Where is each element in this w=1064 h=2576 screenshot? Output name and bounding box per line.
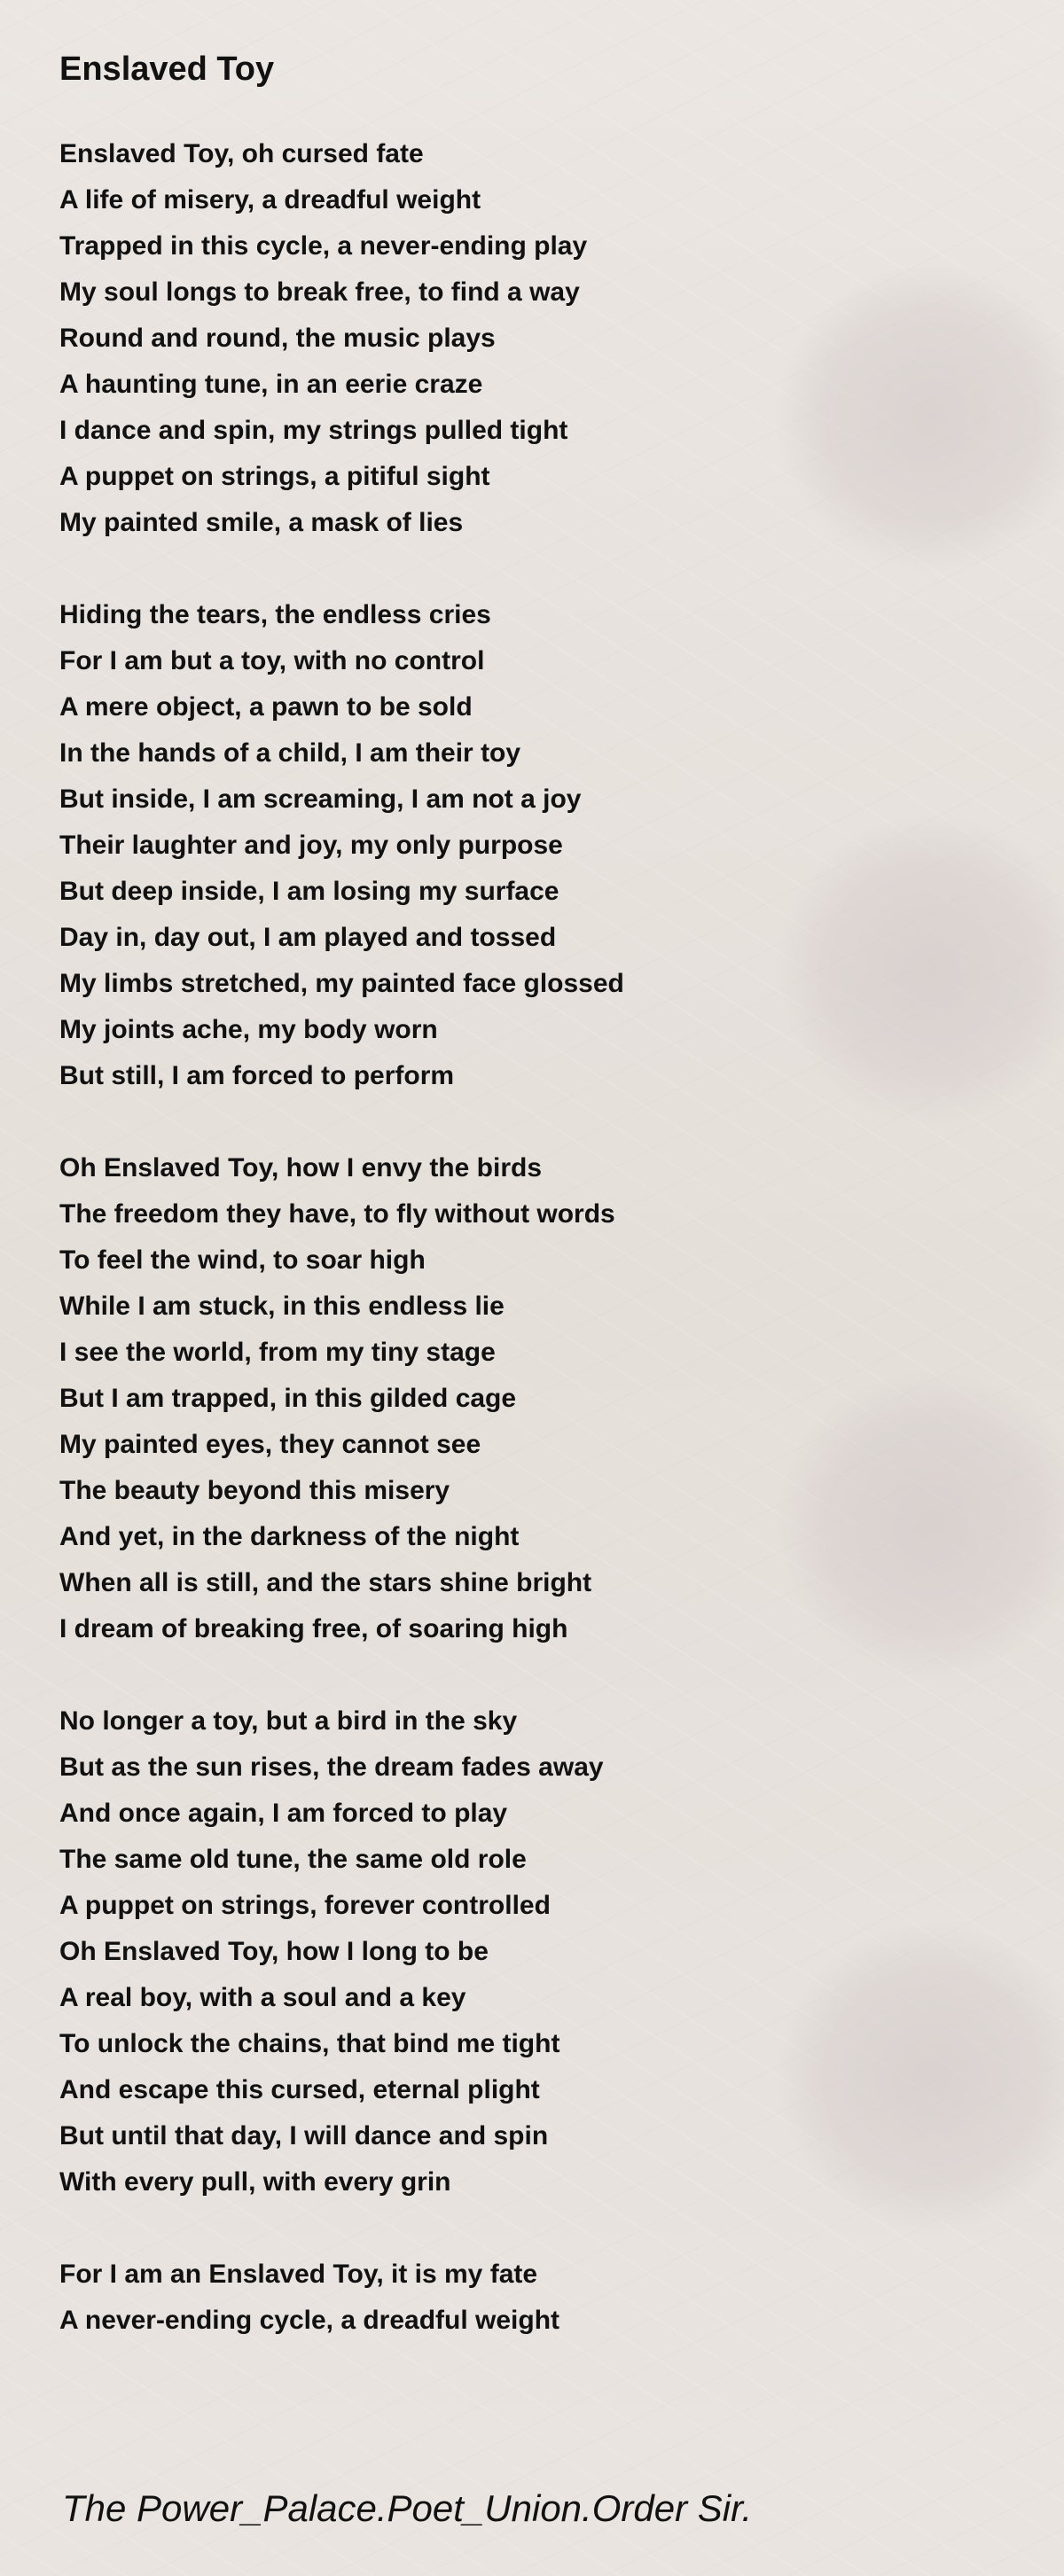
poem-line: While I am stuck, in this endless lie [59, 1292, 505, 1321]
poem-line: My limbs stretched, my painted face glossed [59, 969, 624, 998]
poem-stanza [59, 1698, 1017, 2205]
poem-line: And escape this cursed, eternal plight [59, 2075, 540, 2104]
poem-line: But until that day, I will dance and spin [59, 2121, 549, 2151]
poem-line: Hiding the tears, the endless cries [59, 600, 491, 629]
poem-line: Day in, day out, I am played and tossed [59, 923, 557, 952]
poem-line: A never-ending cycle, a dreadful weight [59, 2306, 560, 2335]
poem-line: But still, I am forced to perform [59, 1061, 455, 1090]
poem-line: The beauty beyond this misery [59, 1476, 450, 1505]
poem-line: But I am trapped, in this gilded cage [59, 1384, 517, 1413]
poem-line: Oh Enslaved Toy, how I long to be [59, 1937, 489, 1966]
poem-line: To feel the wind, to soar high [59, 1245, 426, 1275]
poem-body [59, 131, 1017, 2390]
poem-line: Trapped in this cycle, a never-ending play [59, 231, 588, 261]
poem-line: A real boy, with a soul and a key [59, 1983, 466, 2012]
poem-line: Enslaved Toy, oh cursed fate [59, 139, 424, 168]
poem-line: My painted smile, a mask of lies [59, 508, 464, 537]
poem-title: Enslaved Toy [59, 51, 275, 88]
poem-line: But as the sun rises, the dream fades away [59, 1752, 604, 1782]
poem-line: Oh Enslaved Toy, how I envy the birds [59, 1153, 542, 1183]
poem-line: Their laughter and joy, my only purpose [59, 831, 563, 860]
poem-line: To unlock the chains, that bind me tight [59, 2029, 560, 2058]
poem-author: The Power_Palace.Poet_Union.Order Sir. [62, 2487, 753, 2529]
poem-stanza [59, 592, 1017, 1099]
poem-line: A puppet on strings, a pitiful sight [59, 462, 490, 491]
poem-line: But inside, I am screaming, I am not a joy [59, 785, 582, 814]
poem-line: A haunting tune, in an eerie craze [59, 370, 483, 399]
poem-line: A life of misery, a dreadful weight [59, 185, 481, 215]
poem-line: I see the world, from my tiny stage [59, 1338, 496, 1367]
poem-line: The same old tune, the same old role [59, 1845, 527, 1874]
poem-line: I dance and spin, my strings pulled tight [59, 416, 568, 445]
poem-line: The freedom they have, to fly without words [59, 1199, 615, 1229]
poem-line: In the hands of a child, I am their toy [59, 738, 521, 768]
poem-line: A puppet on strings, forever controlled [59, 1891, 551, 1920]
poem-line: For I am but a toy, with no control [59, 646, 485, 675]
poem-line: My soul longs to break free, to find a way [59, 277, 580, 307]
poem-line: And yet, in the darkness of the night [59, 1522, 520, 1551]
poem-line: I dream of breaking free, of soaring high [59, 1614, 568, 1643]
poem-line: No longer a toy, but a bird in the sky [59, 1706, 518, 1736]
poem-line: My painted eyes, they cannot see [59, 1430, 481, 1459]
poem-stanza [59, 2252, 1017, 2344]
poem-line: But deep inside, I am losing my surface [59, 877, 559, 906]
poem-line: For I am an Enslaved Toy, it is my fate [59, 2260, 538, 2289]
poem-stanza [59, 131, 1017, 546]
poem-line: With every pull, with every grin [59, 2167, 451, 2197]
poem-line: When all is still, and the stars shine bright [59, 1568, 592, 1597]
poem-stanza [59, 1145, 1017, 1652]
poem-line: A mere object, a pawn to be sold [59, 692, 473, 722]
poem-line: My joints ache, my body worn [59, 1015, 438, 1044]
poem-line: And once again, I am forced to play [59, 1799, 508, 1828]
poem-line: Round and round, the music plays [59, 324, 496, 353]
